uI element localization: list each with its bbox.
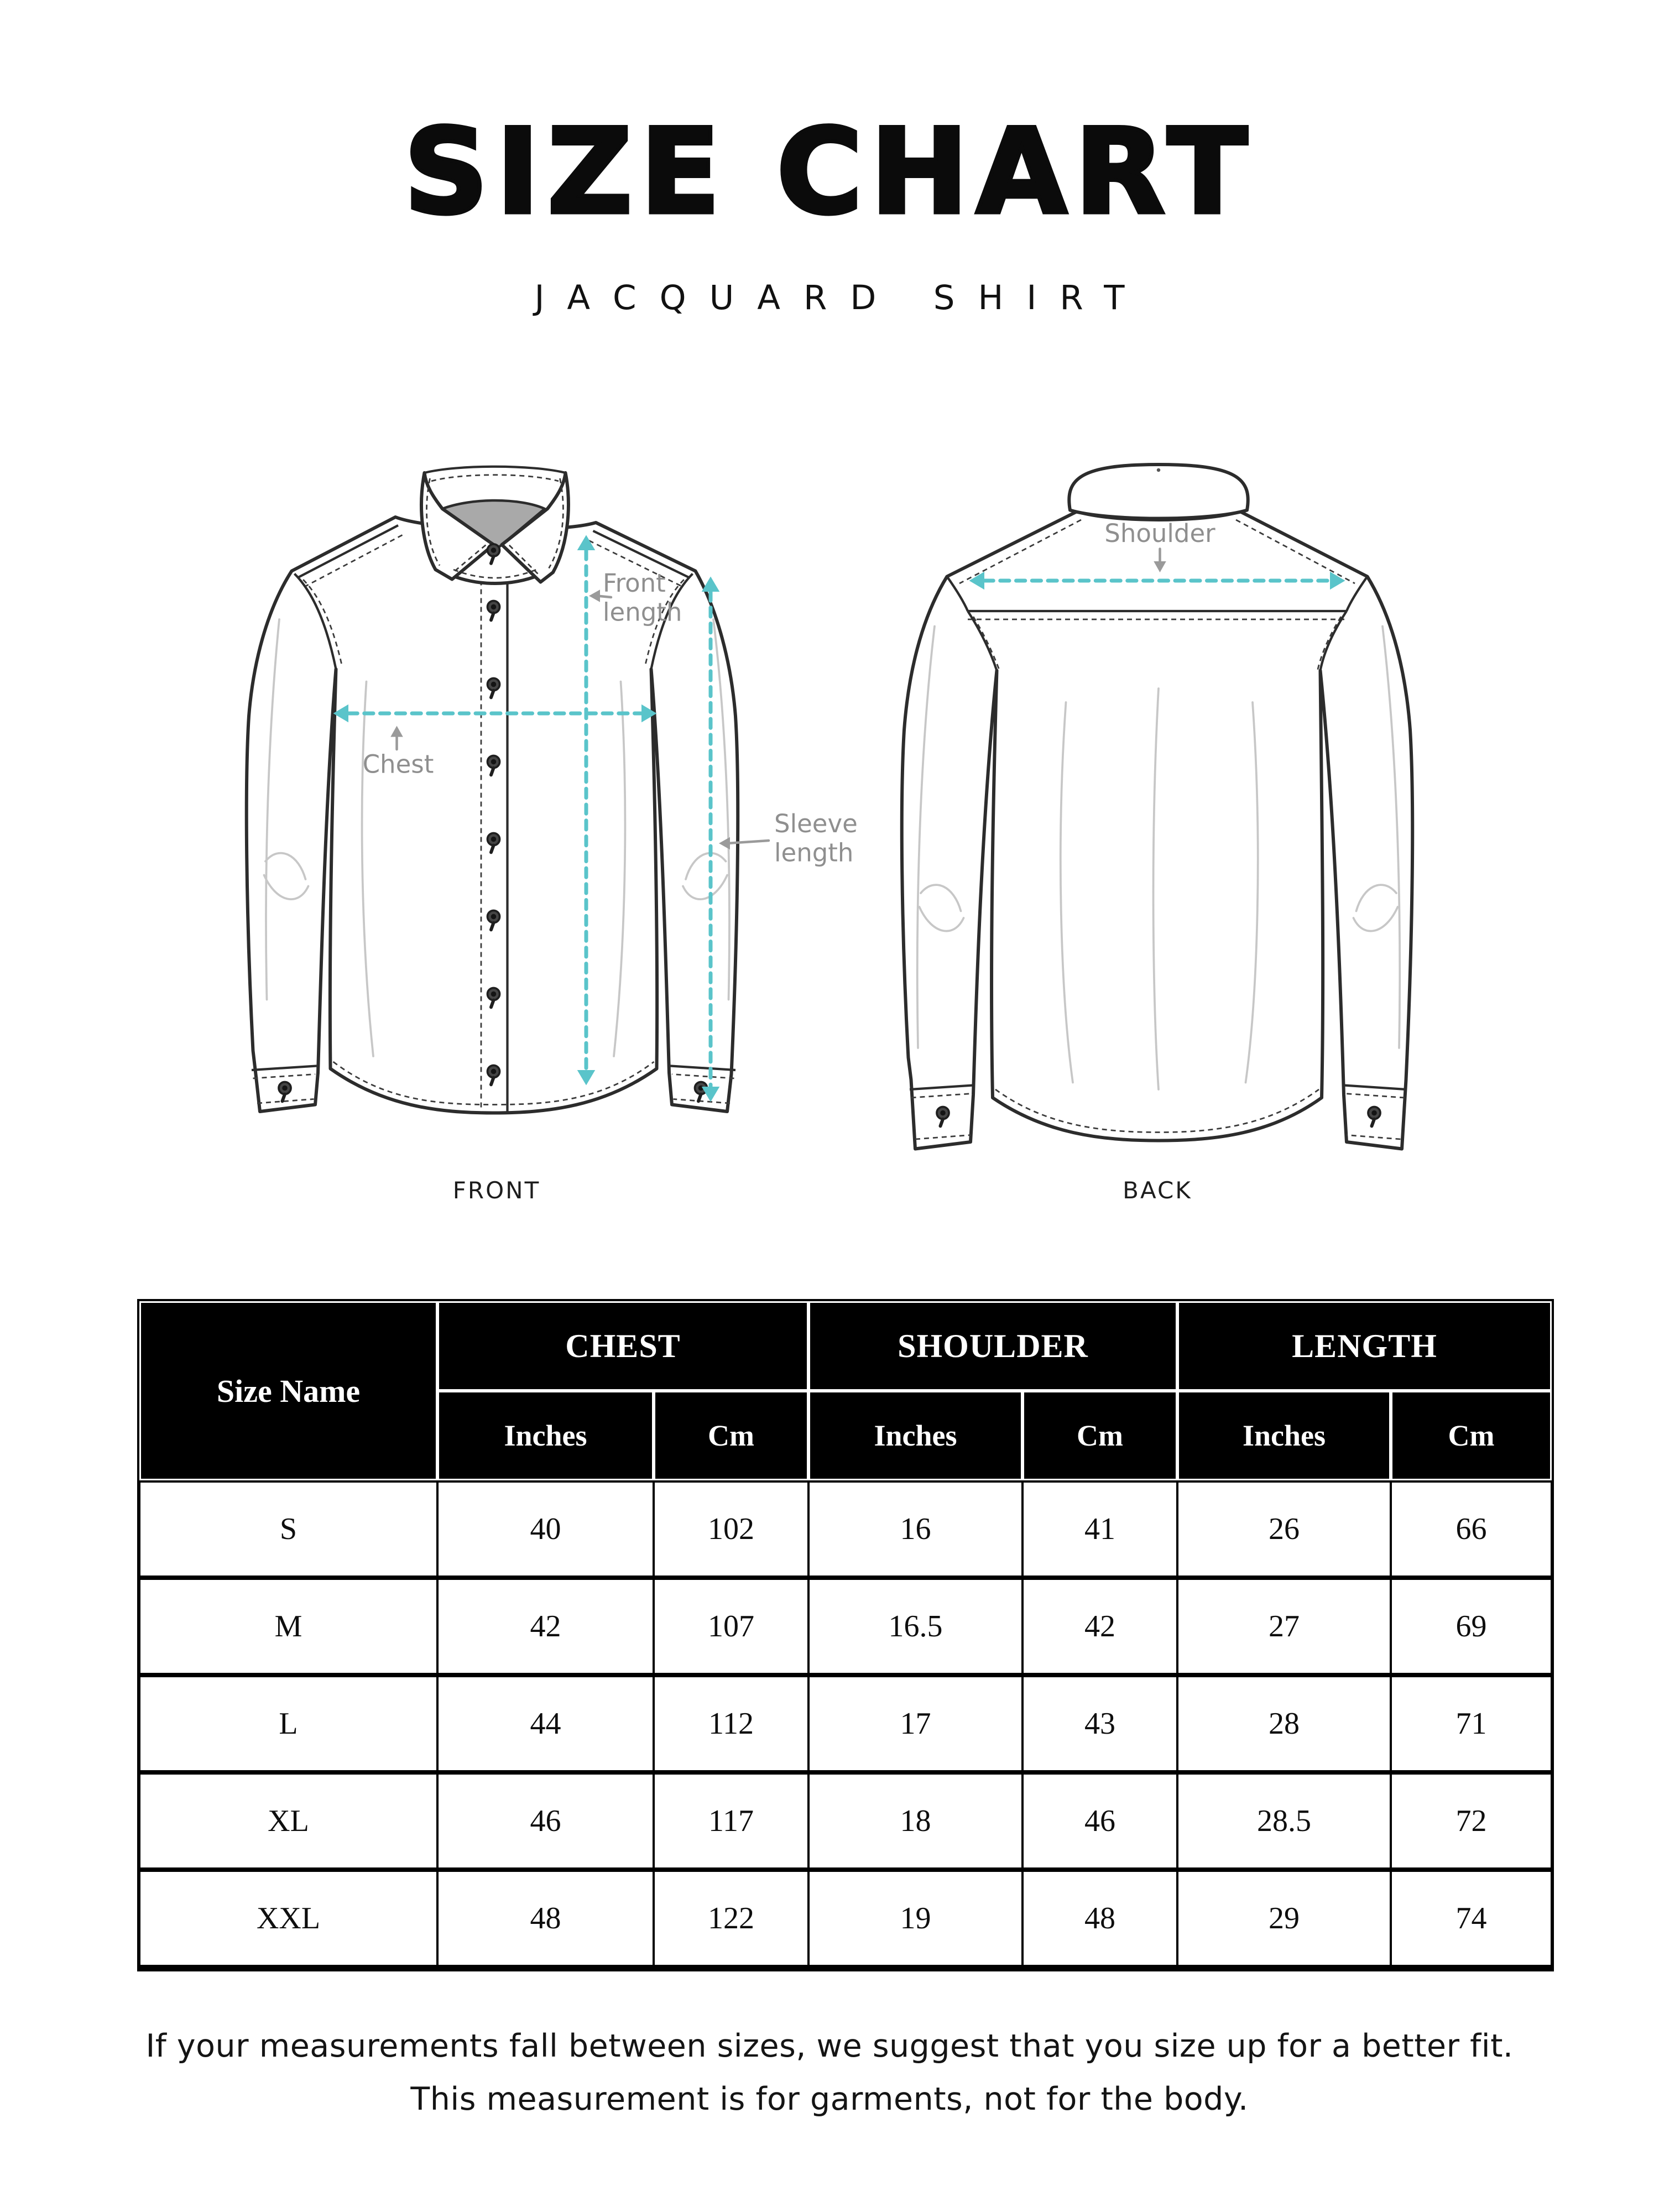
col-header-chest: CHEST (437, 1301, 808, 1391)
table-cell: 71 (1391, 1675, 1552, 1772)
col-header-length: LENGTH (1177, 1301, 1552, 1391)
table-cell: 48 (1022, 1870, 1177, 1967)
table-cell: 72 (1391, 1772, 1552, 1870)
col-header-size-name: Size Name (139, 1301, 437, 1480)
table-cell: 19 (808, 1870, 1022, 1967)
size-table (137, 1299, 1554, 1971)
svg-text:Shoulder: Shoulder (1104, 519, 1215, 548)
table-cell: 42 (1022, 1578, 1177, 1675)
fit-note (0, 2020, 1659, 2126)
front-collar (421, 467, 568, 583)
size-cell: S (139, 1480, 437, 1578)
svg-text:Sleeve: Sleeve (774, 809, 858, 838)
subheader-shoulder-cm: Cm (1022, 1391, 1177, 1480)
table-cell: 112 (654, 1675, 808, 1772)
table-cell: 18 (808, 1772, 1022, 1870)
table-row-xxl (139, 1870, 1552, 1967)
subheader-chest-inches: Inches (437, 1391, 654, 1480)
table-cell: 29 (1177, 1870, 1391, 1967)
back-view-caption: BACK (1123, 1177, 1192, 1204)
svg-text:Chest: Chest (362, 749, 434, 779)
table-cell: 117 (654, 1772, 808, 1870)
table-cell: 28.5 (1177, 1772, 1391, 1870)
table-cell: 44 (437, 1675, 654, 1772)
table-cell: 46 (1022, 1772, 1177, 1870)
table-cell: 46 (437, 1772, 654, 1870)
subheader-length-inches: Inches (1177, 1391, 1391, 1480)
table-cell: 40 (437, 1480, 654, 1578)
table-row-xl (139, 1772, 1552, 1870)
fit-note-line2: This measurement is for garments, not for the body. (410, 2081, 1249, 2117)
size-cell: XXL (139, 1870, 437, 1967)
table-row-l (139, 1675, 1552, 1772)
page-subtitle: JACQUARD SHIRT (534, 278, 1148, 317)
sleeve-length-label (719, 809, 858, 868)
table-cell: 17 (808, 1675, 1022, 1772)
shirt-measurement-diagram (188, 453, 1593, 1161)
col-header-shoulder: SHOULDER (808, 1301, 1177, 1391)
table-cell: 26 (1177, 1480, 1391, 1578)
table-cell: 27 (1177, 1578, 1391, 1675)
size-cell: L (139, 1675, 437, 1772)
svg-text:length: length (774, 838, 854, 868)
table-row-m (139, 1578, 1552, 1675)
table-cell: 107 (654, 1578, 808, 1675)
svg-text:Front: Front (603, 568, 666, 598)
front-shirt-drawing (247, 467, 858, 1113)
fit-note-line1: If your measurements fall between sizes, we suggest that you size up for a better fit. (145, 2028, 1514, 2064)
table-cell: 43 (1022, 1675, 1177, 1772)
svg-text:length: length (603, 597, 682, 627)
back-shirt-drawing (902, 465, 1412, 1149)
table-cell: 42 (437, 1578, 654, 1675)
table-cell: 28 (1177, 1675, 1391, 1772)
front-view-caption: FRONT (452, 1177, 541, 1204)
table-cell: 69 (1391, 1578, 1552, 1675)
table-row-s (139, 1480, 1552, 1578)
table-cell: 122 (654, 1870, 808, 1967)
table-cell: 66 (1391, 1480, 1552, 1578)
subheader-length-cm: Cm (1391, 1391, 1552, 1480)
subheader-chest-cm: Cm (654, 1391, 808, 1480)
size-cell: XL (139, 1772, 437, 1870)
size-cell: M (139, 1578, 437, 1675)
table-cell: 102 (654, 1480, 808, 1578)
table-cell: 48 (437, 1870, 654, 1967)
subheader-shoulder-inches: Inches (808, 1391, 1022, 1480)
table-cell: 74 (1391, 1870, 1552, 1967)
table-cell: 41 (1022, 1480, 1177, 1578)
table-cell: 16.5 (808, 1578, 1022, 1675)
table-cell: 16 (808, 1480, 1022, 1578)
page-title: SIZE CHART (404, 103, 1255, 240)
